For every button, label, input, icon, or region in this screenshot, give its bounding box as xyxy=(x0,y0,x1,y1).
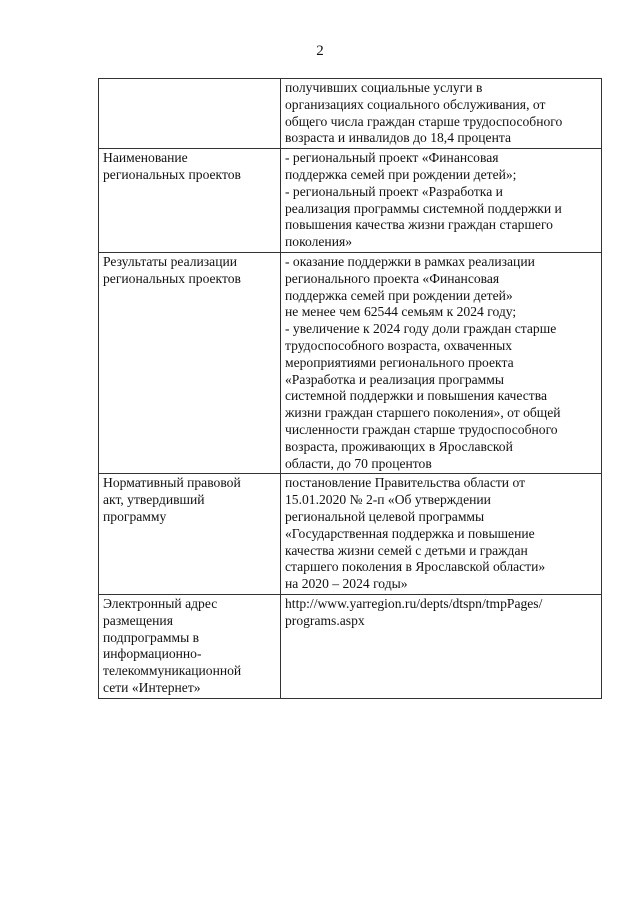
value-line: поддержка семей при рождении детей»; xyxy=(285,166,517,182)
row-label-cell xyxy=(99,79,281,149)
table-row-project-results xyxy=(99,252,602,473)
value-line: реализация программы системной поддержки и xyxy=(285,200,562,216)
row-value-cell xyxy=(281,252,602,473)
value-line: постановление Правительства области от xyxy=(285,475,526,491)
value-line: общего числа граждан старше трудоспособного xyxy=(285,113,563,129)
value-line: региональной целевой программы xyxy=(285,508,485,524)
value-line: - региональный проект «Разработка и xyxy=(285,183,503,199)
value-line: организациях социального обслуживания, от xyxy=(285,96,546,112)
value-line: на 2020 – 2024 годы» xyxy=(285,576,408,592)
row-value-cell xyxy=(281,594,602,698)
label-line: телекоммуникационной xyxy=(103,663,242,679)
row-label-cell xyxy=(99,474,281,595)
label-line: размещения xyxy=(103,612,173,628)
row-value-cell xyxy=(281,474,602,595)
value-line: возраста, проживающих в Ярославской xyxy=(285,438,513,454)
value-line: трудоспособного возраста, охваченных xyxy=(285,337,513,353)
value-line: не менее чем 62544 семьям к 2024 году; xyxy=(285,304,517,320)
program-url-line: http://www.yarregion.ru/depts/dtspn/tmpPages/ xyxy=(285,595,543,611)
program-url-line: programs.aspx xyxy=(285,612,365,628)
label-line: региональных проектов xyxy=(103,166,241,182)
value-line: «Государственная поддержка и повышение xyxy=(285,525,535,541)
row-label-cell xyxy=(99,149,281,253)
value-line: - оказание поддержки в рамках реализации xyxy=(285,253,535,269)
value-line: старшего поколения в Ярославской области» xyxy=(285,559,546,575)
value-line: 15.01.2020 № 2-п «Об утверждении xyxy=(285,492,491,508)
label-line: региональных проектов xyxy=(103,270,241,286)
label-line: акт, утвердивший xyxy=(103,492,205,508)
value-line: «Разработка и реализация программы xyxy=(285,371,504,387)
value-line: - региональный проект «Финансовая xyxy=(285,150,499,166)
value-line: системной поддержки и повышения качества xyxy=(285,388,548,404)
label-line: информационно- xyxy=(103,646,202,662)
program-passport-table xyxy=(98,78,602,699)
value-line: поддержка семей при рождении детей» xyxy=(285,287,513,303)
value-line: качества жизни семей с детьми и граждан xyxy=(285,542,528,558)
page-number: 2 xyxy=(316,43,324,59)
label-line: Нормативный правовой xyxy=(103,475,241,491)
label-line: Наименование xyxy=(103,150,188,166)
value-line: области, до 70 процентов xyxy=(285,455,432,471)
table-row-indicators-continued xyxy=(99,79,602,149)
value-line: возраста и инвалидов до 18,4 процента xyxy=(285,130,511,146)
row-label-cell xyxy=(99,594,281,698)
label-line: сети «Интернет» xyxy=(103,679,201,695)
value-line: получивших социальные услуги в xyxy=(285,80,483,95)
table-row-project-names xyxy=(99,149,602,253)
value-line: жизни граждан старшего поколения», от общей xyxy=(285,405,561,421)
value-line: мероприятиями регионального проекта xyxy=(285,354,514,370)
label-line: Результаты реализации xyxy=(103,253,238,269)
value-line: численности граждан старше трудоспособного xyxy=(285,421,558,437)
value-line: поколения» xyxy=(285,234,353,250)
label-line: Электронный адрес xyxy=(103,595,218,611)
label-line: подпрограммы в xyxy=(103,629,200,645)
label-line: программу xyxy=(103,508,167,524)
value-line: - увеличение к 2024 году доли граждан старше xyxy=(285,321,557,337)
row-label-cell xyxy=(99,252,281,473)
value-line: регионального проекта «Финансовая xyxy=(285,270,500,286)
table-row-legal-act xyxy=(99,474,602,595)
table-row-web-address xyxy=(99,594,602,698)
row-value-cell xyxy=(281,149,602,253)
value-line: повышения качества жизни граждан старшего xyxy=(285,217,553,233)
row-value-cell xyxy=(281,79,602,149)
